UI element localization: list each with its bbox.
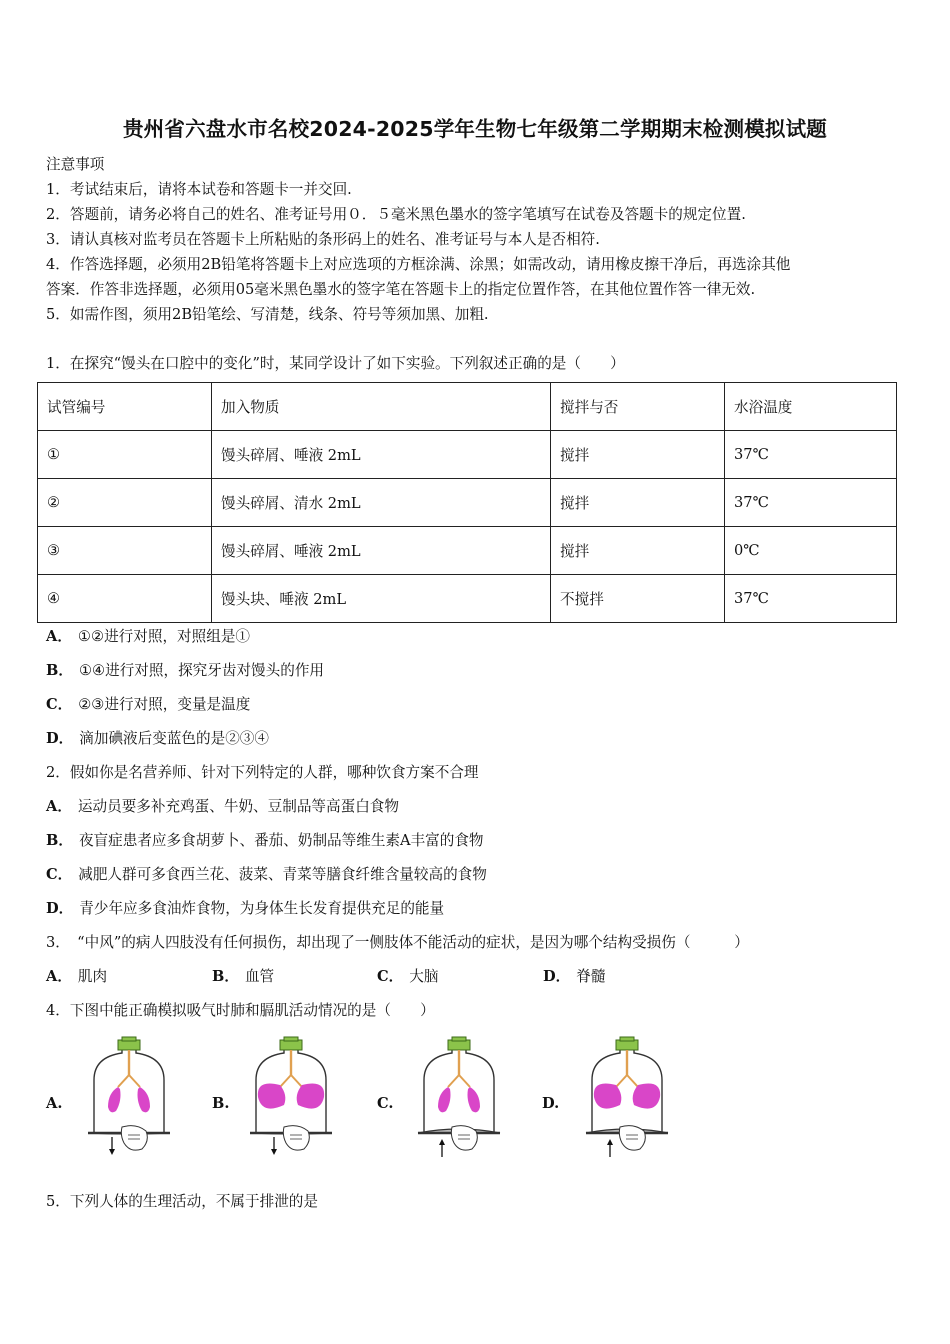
option-text: ②③进行对照，变量是温度 [78, 696, 251, 713]
table-cell: 37℃ [725, 575, 897, 623]
option-text: 血管 [244, 968, 275, 985]
hand [619, 1126, 645, 1150]
page-title: 贵州省六盘水市名校2024-2025学年生物七年级第二学期期末检测模拟试题 [122, 117, 828, 141]
option-key: A． [46, 968, 72, 985]
question-1-option-d[interactable] [46, 727, 269, 748]
table-row [38, 527, 897, 575]
stopper-top [452, 1037, 466, 1041]
table-row [38, 431, 897, 479]
table-cell: 不搅拌 [551, 575, 725, 623]
question-1-option-b[interactable] [46, 659, 324, 680]
option-text: ①④进行对照，探究牙齿对馒头的作用 [78, 662, 325, 679]
arrow-up-head [607, 1139, 613, 1145]
table-row [38, 479, 897, 527]
table-cell: 馒头碎屑、唾液 2mL [212, 431, 551, 479]
option-key: B． [212, 968, 239, 985]
bell-jar-lung-model-figure-b [246, 1035, 336, 1160]
left-lung [258, 1084, 285, 1109]
figure-label[interactable]: D. [542, 1095, 560, 1112]
table-cell: 搅拌 [551, 527, 725, 575]
question-3-option-c[interactable] [377, 965, 438, 986]
table-header-cell: 加入物质 [212, 383, 551, 431]
table-header-cell: 水浴温度 [725, 383, 897, 431]
option-text: 减肥人群可多食西兰花、菠菜、青菜等膳食纤维含量较高的食物 [78, 866, 487, 883]
notice-item: 2．答题前，请务必将自己的姓名、准考证号用０．５毫米黑色墨水的签字笔填写在试卷及答题卡的规定位置. [46, 206, 746, 223]
question-2-option-d[interactable] [46, 897, 444, 918]
table-row [38, 575, 897, 623]
option-key: B． [46, 832, 73, 849]
table-cell: 搅拌 [551, 479, 725, 527]
question-5-stem: 5．下列人体的生理活动，不属于排泄的是 [46, 1193, 318, 1210]
notice-item: 4．作答选择题，必须用2B铅笔将答题卡上对应选项的方框涂满、涂黑；如需改动，请用橡皮擦干净后，再选涂其他 [46, 256, 791, 273]
question-4-stem: 4．下图中能正确模拟吸气时肺和膈肌活动情况的是（ ） [46, 1002, 435, 1019]
table-cell: ④ [38, 575, 212, 623]
option-key: A． [46, 628, 72, 645]
left-lung [594, 1084, 621, 1109]
bell-jar-lung-model-figure-a [84, 1035, 174, 1160]
question-2-option-c[interactable] [46, 863, 487, 884]
question-1-option-a[interactable] [46, 625, 250, 646]
question-1-option-c[interactable] [46, 693, 250, 714]
option-key: D． [46, 730, 74, 747]
table-cell: 馒头碎屑、唾液 2mL [212, 527, 551, 575]
bronchi [280, 1075, 302, 1087]
hand [121, 1126, 147, 1150]
right-lung [297, 1084, 324, 1109]
table-cell: 馒头碎屑、清水 2mL [212, 479, 551, 527]
question-3-option-b[interactable] [212, 965, 274, 986]
question-3-option-a[interactable] [46, 965, 107, 986]
option-key: D． [46, 900, 74, 917]
table-cell: ① [38, 431, 212, 479]
option-text: 脊髓 [576, 968, 606, 985]
hand [283, 1126, 309, 1150]
left-lung [108, 1087, 121, 1112]
right-lung [138, 1087, 151, 1112]
notice-heading: 注意事项 [46, 156, 105, 173]
notice-item: 答案．作答非选择题，必须用05毫米黑色墨水的签字笔在答题卡上的指定位置作答，在其他位置作答一律无效. [46, 281, 756, 298]
right-lung [633, 1084, 660, 1109]
option-text: 滴加碘液后变蓝色的是②③④ [79, 730, 269, 747]
stopper-top [620, 1037, 634, 1041]
figure-label[interactable]: B. [212, 1095, 230, 1112]
bronchi [118, 1075, 140, 1087]
stopper-top [284, 1037, 298, 1041]
option-key: C． [46, 866, 73, 883]
table-header-row [38, 383, 897, 431]
table-cell: ② [38, 479, 212, 527]
option-key: A． [46, 798, 72, 815]
option-text: 夜盲症患者应多食胡萝卜、番茄、奶制品等维生素A丰富的食物 [78, 832, 484, 849]
bronchi [616, 1075, 638, 1087]
right-lung [468, 1087, 481, 1112]
table-header-cell: 试管编号 [38, 383, 212, 431]
option-text: 青少年应多食油炸食物，为身体生长发育提供充足的能量 [79, 900, 445, 917]
question-1-stem: 1．在探究“馒头在口腔中的变化”时，某同学设计了如下实验。下列叙述正确的是（ ） [46, 355, 625, 372]
notice-item: 5．如需作图，须用2B铅笔绘、写清楚，线条、符号等须加黑、加粗. [46, 306, 489, 323]
question-2-option-a[interactable] [46, 795, 399, 816]
left-lung [438, 1087, 451, 1112]
bronchi [448, 1075, 470, 1087]
bell-jar-lung-model-figure-d [582, 1035, 672, 1160]
table-header-cell: 搅拌与否 [551, 383, 725, 431]
option-text: 运动员要多补充鸡蛋、牛奶、豆制品等高蛋白食物 [77, 798, 399, 815]
table-cell: 馒头块、唾液 2mL [212, 575, 551, 623]
option-key: D． [543, 968, 571, 985]
question-3-stem: 3． “中风”的病人四肢没有任何损伤，却出现了一侧肢体不能活动的症状，是因为哪个结构受损伤（ ） [46, 934, 749, 951]
option-key: B． [46, 662, 73, 679]
table-cell: 0℃ [725, 527, 897, 575]
figure-label[interactable]: C. [377, 1095, 394, 1112]
notice-item: 3．请认真核对监考员在答题卡上所粘贴的条形码上的姓名、准考证号与本人是否相符. [46, 231, 600, 248]
option-text: 肌肉 [77, 968, 108, 985]
stopper-top [122, 1037, 136, 1041]
table-cell: ③ [38, 527, 212, 575]
option-key: C． [46, 696, 73, 713]
arrow-up-head [439, 1139, 445, 1145]
table-cell: 搅拌 [551, 431, 725, 479]
option-key: C． [377, 968, 404, 985]
option-text: ①②进行对照，对照组是① [77, 628, 251, 645]
question-3-option-d[interactable] [543, 965, 605, 986]
notice-item: 1．考试结束后，请将本试卷和答题卡一并交回. [46, 181, 352, 198]
arrow-down-head [271, 1149, 277, 1155]
hand [451, 1126, 477, 1150]
question-4-figures [46, 1035, 906, 1165]
arrow-down-head [109, 1149, 115, 1155]
question-2-option-b[interactable] [46, 829, 484, 850]
bell-jar-lung-model-figure-c [414, 1035, 504, 1160]
option-text: 大脑 [409, 968, 439, 985]
figure-label[interactable]: A. [46, 1095, 63, 1112]
table-cell: 37℃ [725, 431, 897, 479]
table-cell: 37℃ [725, 479, 897, 527]
experiment-table [37, 382, 897, 623]
question-2-stem: 2．假如你是名营养师、针对下列特定的人群，哪种饮食方案不合理 [46, 764, 479, 781]
